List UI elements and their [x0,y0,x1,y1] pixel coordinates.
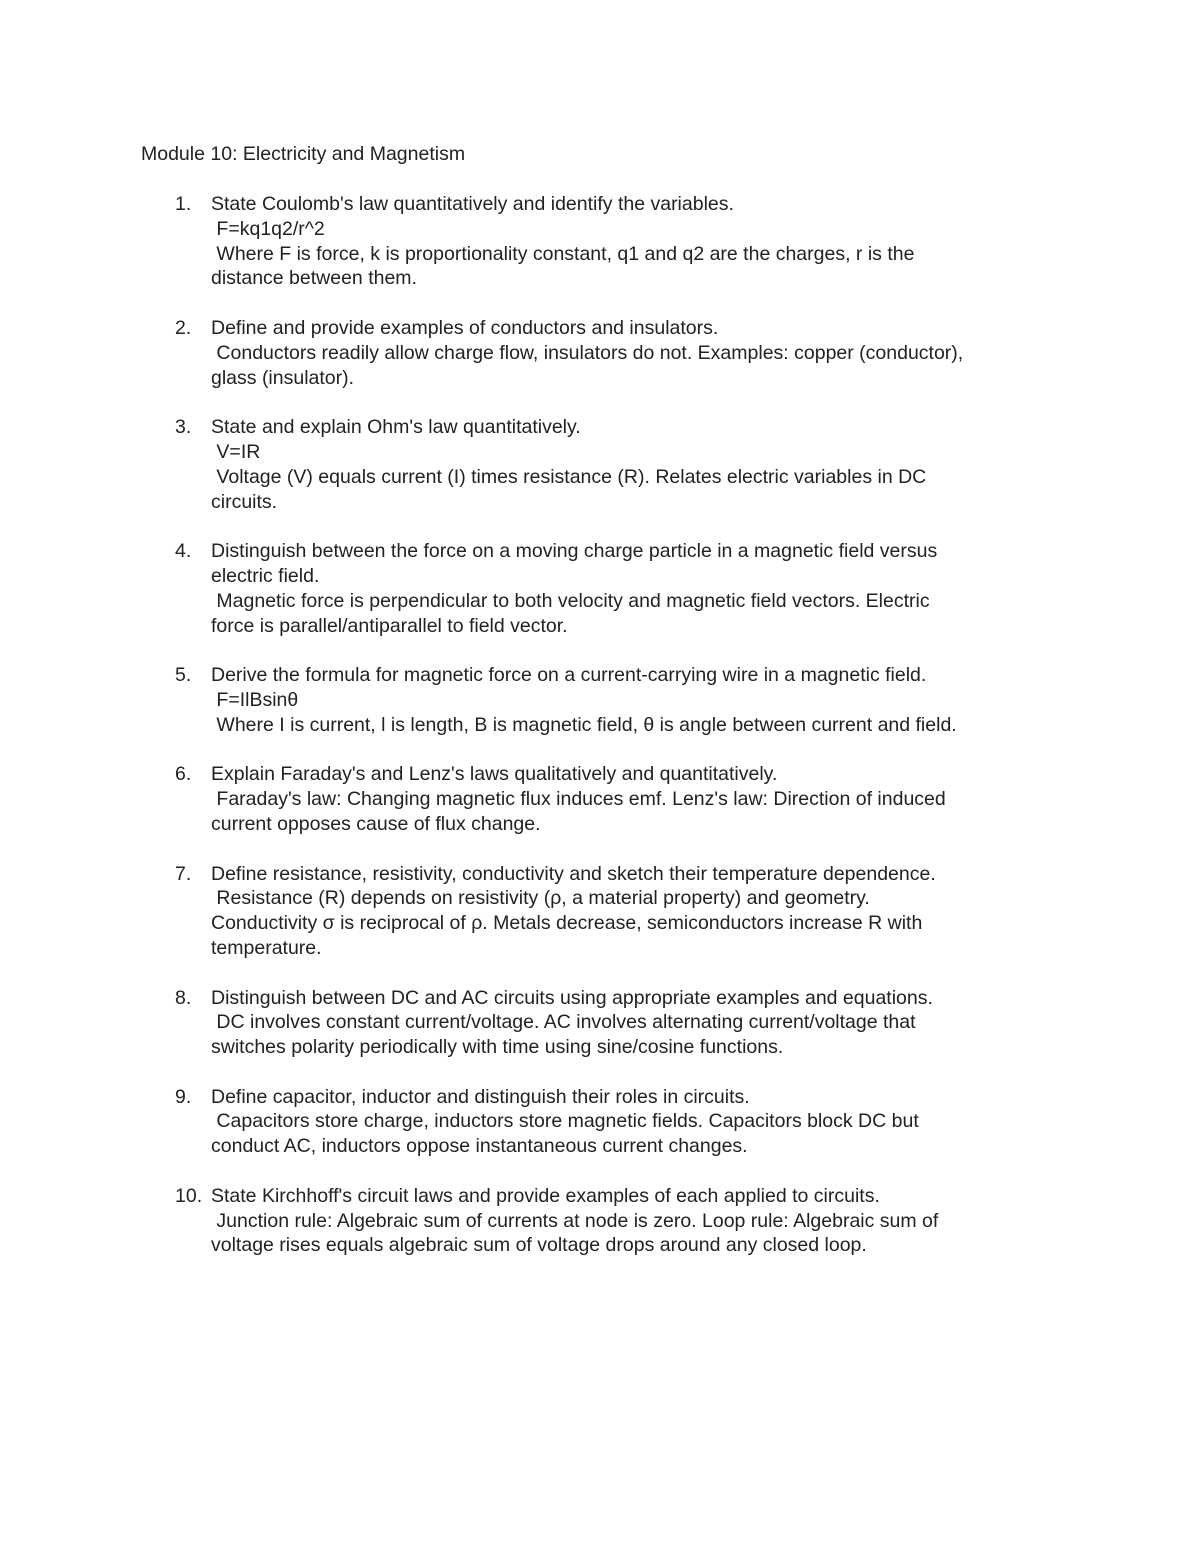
item-line: Where F is force, k is proportionality constant, q1 and q2 are the charges, r is the [211,242,915,265]
item-line: electric field. [211,564,320,587]
item-number: 10. [175,1184,203,1207]
item-line: Magnetic force is perpendicular to both velocity and magnetic field vectors. Electric [211,589,930,612]
item-number: 3. [175,416,192,439]
list-item [0,663,1061,737]
page-title: Module 10: Electricity and Magnetism [141,143,466,165]
item-number: 5. [175,664,192,687]
item-line: Distinguish between the force on a moving charge particle in a magnetic field versus [211,540,938,563]
item-line: Faraday's law: Changing magnetic flux induces emf. Lenz's law: Direction of induced [211,788,946,811]
item-line: State Coulomb's law quantitatively and identify the variables. [211,193,734,215]
item-line: Conductivity σ is reciprocal of ρ. Metals decrease, semiconductors increase R with [211,912,923,935]
item-number: 4. [175,540,192,563]
list-item [0,762,1061,836]
item-line: current opposes cause of flux change. [211,812,541,835]
item-line: F=IlBsinθ [211,688,299,711]
item-line: State Kirchhoff's circuit laws and provide examples of each applied to circuits. [211,1184,880,1207]
item-line: Define resistance, resistivity, conductivity and sketch their temperature dependence. [211,862,936,885]
item-line: switches polarity periodically with time using sine/cosine functions. [211,1036,784,1059]
item-number: 9. [175,1085,192,1108]
item-number: 2. [175,316,192,339]
item-line: State and explain Ohm's law quantitatively. [211,416,581,439]
item-number: 7. [175,862,192,885]
question-list [0,192,1200,1283]
item-line: Where I is current, l is length, B is magnetic field, θ is angle between current and field. [211,713,957,736]
item-line: Junction rule: Algebraic sum of currents at node is zero. Loop rule: Algebraic sum of [211,1209,939,1232]
item-line: F=kq1q2/r^2 [211,217,325,240]
item-line: Voltage (V) equals current (I) times resistance (R). Relates electric variables in DC [211,465,927,488]
item-line: force is parallel/antiparallel to field vector. [211,614,568,637]
list-item [0,316,1061,390]
item-line: DC involves constant current/voltage. AC involves alternating current/voltage that [211,1011,916,1034]
item-line: Resistance (R) depends on resistivity (ρ, a material property) and geometry. [211,887,870,910]
list-item [0,415,1061,514]
list-item [0,192,1061,291]
item-number: 6. [175,763,192,786]
item-line: Define capacitor, inductor and distinguish their roles in circuits. [211,1085,750,1108]
item-line: Explain Faraday's and Lenz's laws qualitatively and quantitatively. [211,763,778,786]
list-item [0,986,1061,1060]
list-item [0,1085,1061,1159]
item-line: conduct AC, inductors oppose instantaneous current changes. [211,1135,748,1158]
item-number: 8. [175,986,192,1009]
item-line: temperature. [211,936,322,959]
item-line: Conductors readily allow charge flow, insulators do not. Examples: copper (conductor), [211,341,964,364]
item-line: V=IR [211,440,261,463]
item-line: glass (insulator). [211,366,355,389]
item-line: voltage rises equals algebraic sum of voltage drops around any closed loop. [211,1234,867,1257]
list-item [0,1184,1061,1258]
item-line: circuits. [211,490,278,513]
item-line: Distinguish between DC and AC circuits using appropriate examples and equations. [211,986,933,1009]
list-item [0,539,1061,638]
item-line: distance between them. [211,267,417,290]
item-number: 1. [175,193,192,215]
list-item [0,862,1061,961]
item-line: Define and provide examples of conductors and insulators. [211,316,719,339]
item-line: Derive the formula for magnetic force on a current-carrying wire in a magnetic field. [211,664,927,687]
item-line: Capacitors store charge, inductors store magnetic fields. Capacitors block DC but [211,1110,919,1133]
